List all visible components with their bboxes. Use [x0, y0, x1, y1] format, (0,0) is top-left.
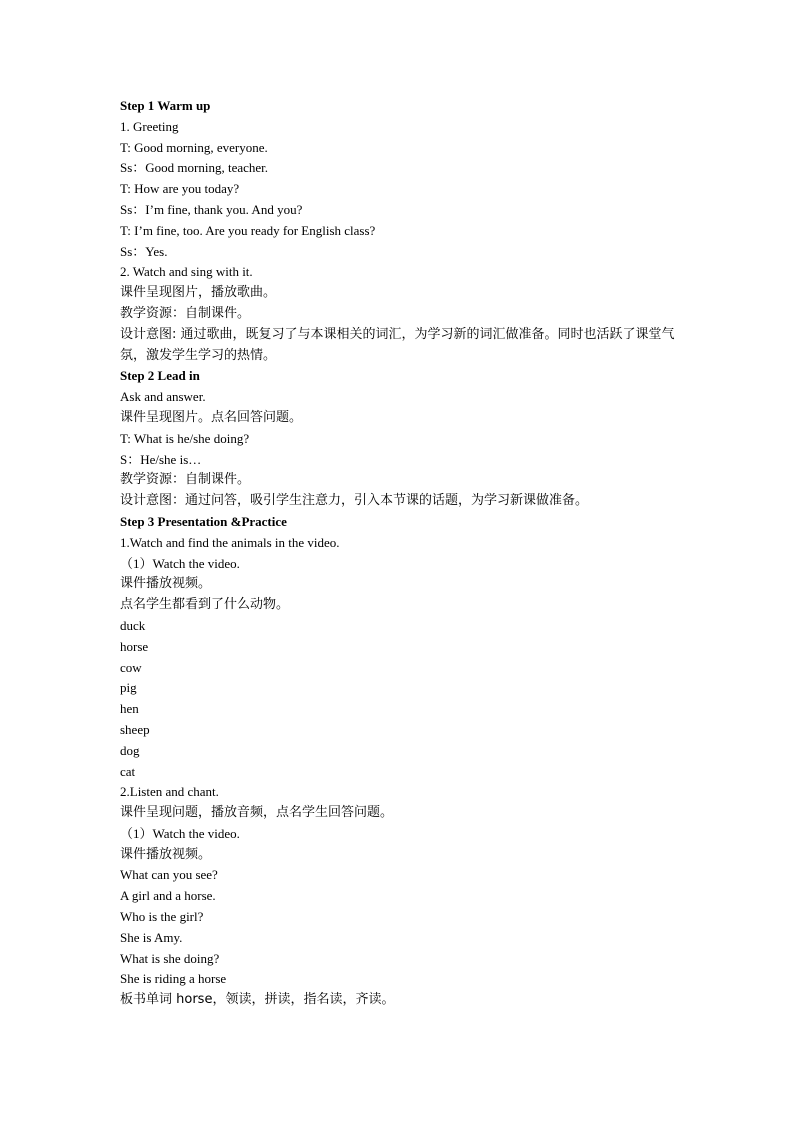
instruction-line: 课件呈现问题，播放音频，点名学生回答问题。 [120, 805, 394, 821]
dialogue-line: She is riding a horse [120, 971, 227, 987]
dialogue-line: T: What is he/she doing? [120, 430, 250, 446]
instruction-line: 课件播放视频。 [120, 576, 212, 592]
dialogue-line: What is she doing? [120, 950, 220, 966]
dialogue-line: Who is the girl? [120, 909, 204, 925]
activity-label: 2. Watch and sing with it. [120, 264, 253, 280]
vocabulary-word: duck [120, 617, 146, 633]
vocabulary-word: sheep [120, 721, 150, 737]
dialogue-line: T: How are you today? [120, 181, 240, 197]
activity-label: 1.Watch and find the animals in the video. [120, 534, 340, 550]
lesson-plan-body [120, 96, 680, 1011]
dialogue-line: T: Good morning, everyone. [120, 139, 268, 155]
activity-label: 2.Listen and chant. [120, 784, 219, 800]
step2-heading: Step 2 Lead in [120, 368, 200, 384]
instruction-line: 课件呈现图片，播放歌曲。 [120, 285, 277, 301]
resource-line: 教学资源：自制课件。 [120, 472, 251, 488]
dialogue-line: A girl and a horse. [120, 888, 216, 904]
dialogue-line: Ss：I’m fine, thank you. And you? [120, 201, 303, 217]
instruction-line: 课件播放视频。 [120, 846, 212, 862]
vocabulary-word: hen [120, 701, 139, 717]
design-intent-paragraph: 设计意图：通过问答，吸引学生注意力，引入本节课的话题，为学习新课做准备。 [120, 493, 589, 509]
step1-heading: Step 1 Warm up [120, 98, 211, 113]
sub-step-label: （1）Watch the video. [120, 555, 240, 571]
vocabulary-word: cow [120, 659, 142, 675]
sub-step-label: （1）Watch the video. [120, 825, 240, 841]
dialogue-line: She is Amy. [120, 929, 183, 945]
dialogue-line: What can you see? [120, 867, 218, 883]
vocabulary-word: cat [120, 763, 136, 779]
vocabulary-word: dog [120, 742, 140, 758]
dialogue-line: S：He/she is… [120, 451, 202, 467]
resource-line: 教学资源：自制课件。 [120, 305, 251, 321]
instruction-line: 课件呈现图片。点名回答问题。 [120, 409, 303, 425]
step3-heading: Step 3 Presentation &Practice [120, 513, 287, 529]
instruction-line: 点名学生都看到了什么动物。 [120, 597, 290, 613]
dialogue-line: T: I’m fine, too. Are you ready for English class? [120, 222, 376, 238]
greeting-label: 1. Greeting [120, 118, 179, 134]
vocabulary-word: pig [120, 680, 137, 696]
instruction-line: 板书单词 horse，领读，拼读，指名读，齐读。 [120, 992, 395, 1008]
vocabulary-word: horse [120, 638, 149, 654]
dialogue-line: Ss：Yes. [120, 243, 168, 259]
activity-label: Ask and answer. [120, 389, 206, 405]
design-intent-paragraph: 设计意图: 通过歌曲，既复习了与本课相关的词汇，为学习新的词汇做准备。同时也活跃了课堂气氛，激发学生学习的热情。 [120, 326, 675, 363]
dialogue-line: Ss：Good morning, teacher. [120, 160, 269, 176]
